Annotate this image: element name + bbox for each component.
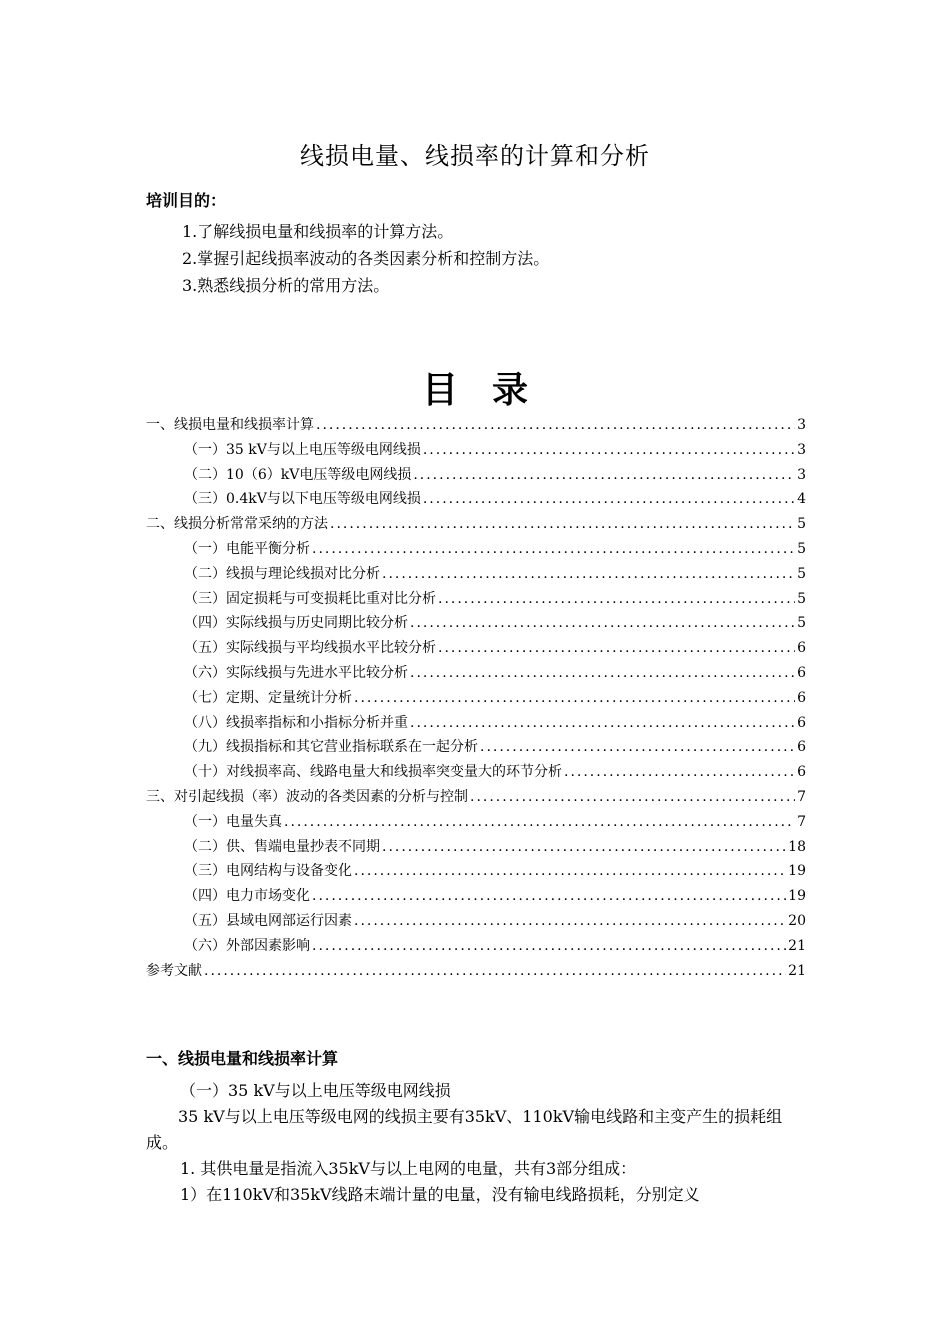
toc-entry-page: 21 — [788, 937, 806, 954]
toc-entry-label: （二）10（6）kV电压等级电网线损 — [184, 466, 412, 483]
toc-dot-leader — [382, 835, 786, 860]
goal-item: 1.了解线损电量和线损率的计算方法。 — [182, 222, 454, 241]
toc-entry-page: 21 — [788, 962, 806, 979]
toc-entry[interactable] — [146, 438, 806, 463]
section-body — [146, 1078, 808, 1208]
toc-entry-page: 3 — [797, 417, 806, 433]
toc-dot-leader — [423, 438, 795, 463]
toc-dot-leader — [316, 413, 795, 438]
toc-entry-label: （一）电能平衡分析 — [184, 540, 310, 557]
toc-entry[interactable] — [146, 785, 806, 810]
toc-entry-label: （三）0.4kV与以下电压等级电网线损 — [184, 491, 421, 508]
toc-entry-page: 20 — [788, 912, 806, 929]
toc-entry-page: 6 — [797, 764, 806, 781]
toc-title: 目录 — [421, 370, 562, 411]
paragraph: 35 kV与以上电压等级电网的线损主要有35kV、110kV输电线路和主变产生的损耗组成。 — [146, 1107, 783, 1152]
toc-dot-leader — [480, 735, 795, 760]
toc-dot-leader — [382, 562, 795, 587]
toc-dot-leader — [438, 636, 795, 661]
toc-dot-leader — [423, 487, 795, 512]
toc-entry[interactable] — [146, 884, 806, 909]
goal-item: 2.掌握引起线损率波动的各类因素分析和控制方法。 — [182, 249, 550, 268]
toc-entry[interactable] — [146, 711, 806, 736]
toc-entry-label: （一）35 kV与以上电压等级电网线损 — [184, 441, 421, 458]
toc-entry-page: 7 — [797, 788, 806, 805]
toc-dot-leader — [438, 587, 795, 612]
toc-entry-label: （四）电力市场变化 — [184, 888, 310, 905]
toc-entry-page: 19 — [788, 888, 806, 905]
toc-dot-leader — [330, 512, 795, 537]
toc-entry[interactable] — [146, 636, 806, 661]
toc-entry[interactable] — [146, 760, 806, 785]
toc-entry-page: 3 — [797, 466, 806, 483]
toc-dot-leader — [204, 959, 786, 984]
toc-entry-page: 18 — [788, 838, 806, 855]
toc-dot-leader — [354, 909, 786, 934]
toc-entry-label: （三）电网结构与设备变化 — [184, 863, 352, 880]
toc-entry-page: 6 — [797, 664, 806, 681]
toc-entry-label: （三）固定损耗与可变损耗比重对比分析 — [184, 590, 436, 607]
toc-dot-leader — [312, 537, 795, 562]
toc-dot-leader — [410, 711, 795, 736]
toc-dot-leader — [354, 859, 786, 884]
document-title: 线损电量、线损率的计算和分析 — [300, 142, 650, 170]
toc-entry-page: 7 — [797, 813, 806, 830]
toc-dot-leader — [410, 661, 795, 686]
toc-entry-page: 5 — [797, 590, 806, 607]
toc-entry[interactable] — [146, 835, 806, 860]
toc-entry-label: 二、线损分析常常采纳的方法 — [146, 516, 328, 533]
toc-entry-page: 19 — [788, 863, 806, 880]
toc-dot-leader — [410, 611, 795, 636]
paragraph: 1）在110kV和35kV线路末端计量的电量，没有输电线路损耗，分别定义 — [180, 1185, 700, 1204]
toc-entry-page: 6 — [797, 689, 806, 706]
toc-dot-leader — [470, 785, 795, 810]
toc-entry-label: （五）县域电网部运行因素 — [184, 912, 352, 929]
toc-dot-leader — [284, 810, 795, 835]
toc-entry[interactable] — [146, 909, 806, 934]
toc-entry-label: 三、对引起线损（率）波动的各类因素的分析与控制 — [146, 788, 468, 805]
toc-entry-page: 5 — [797, 565, 806, 582]
toc-dot-leader — [312, 884, 786, 909]
toc-entry[interactable] — [146, 934, 806, 959]
toc-entry-page: 3 — [797, 441, 806, 458]
toc-entry-label: （十）对线损率高、线路电量大和线损率突变量大的环节分析 — [184, 764, 562, 781]
toc-entry[interactable] — [146, 959, 806, 984]
toc-entry-label: （六）实际线损与先进水平比较分析 — [184, 664, 408, 681]
toc-entry-page: 6 — [797, 640, 806, 657]
toc-entry[interactable] — [146, 810, 806, 835]
toc-entry[interactable] — [146, 413, 806, 438]
toc-entry[interactable] — [146, 859, 806, 884]
subsection-heading: （一）35 kV与以上电压等级电网线损 — [180, 1081, 451, 1100]
toc-entry[interactable] — [146, 686, 806, 711]
toc-entry[interactable] — [146, 587, 806, 612]
section-heading: 一、线损电量和线损率计算 — [146, 1049, 339, 1068]
toc-entry[interactable] — [146, 487, 806, 512]
goal-item: 3.熟悉线损分析的常用方法。 — [182, 276, 390, 295]
toc-entry-label: 一、线损电量和线损率计算 — [146, 417, 314, 433]
toc-entry-page: 5 — [797, 516, 806, 533]
training-goals-heading: 培训目的： — [146, 191, 227, 210]
toc-entry[interactable] — [146, 463, 806, 488]
toc-dot-leader — [354, 686, 795, 711]
toc-entry-label: （一）电量失真 — [184, 813, 282, 830]
toc-dot-leader — [312, 934, 786, 959]
toc-entry[interactable] — [146, 537, 806, 562]
toc-entry-label: （七）定期、定量统计分析 — [184, 689, 352, 706]
table-of-contents — [146, 413, 806, 983]
toc-entry[interactable] — [146, 512, 806, 537]
toc-dot-leader — [564, 760, 795, 785]
toc-entry[interactable] — [146, 562, 806, 587]
toc-entry-label: （九）线损指标和其它营业指标联系在一起分析 — [184, 739, 478, 756]
toc-entry-label: （五）实际线损与平均线损水平比较分析 — [184, 640, 436, 657]
toc-entry[interactable] — [146, 661, 806, 686]
toc-entry-label: （二）供、售端电量抄表不同期 — [184, 838, 380, 855]
toc-entry-label: （八）线损率指标和小指标分析并重 — [184, 714, 408, 731]
toc-entry-page: 5 — [797, 615, 806, 632]
paragraph: 1. 其供电量是指流入35kV与以上电网的电量，共有3部分组成： — [180, 1159, 637, 1178]
toc-entry-page: 4 — [797, 491, 806, 508]
toc-entry-page: 5 — [797, 540, 806, 557]
toc-entry-label: 参考文献 — [146, 962, 202, 979]
toc-entry-label: （二）线损与理论线损对比分析 — [184, 565, 380, 582]
toc-entry[interactable] — [146, 611, 806, 636]
toc-entry[interactable] — [146, 735, 806, 760]
toc-entry-label: （六）外部因素影响 — [184, 937, 310, 954]
toc-entry-page: 6 — [797, 714, 806, 731]
toc-dot-leader — [413, 463, 795, 488]
toc-entry-label: （四）实际线损与历史同期比较分析 — [184, 615, 408, 632]
training-goals-list — [182, 218, 549, 299]
toc-entry-page: 6 — [797, 739, 806, 756]
